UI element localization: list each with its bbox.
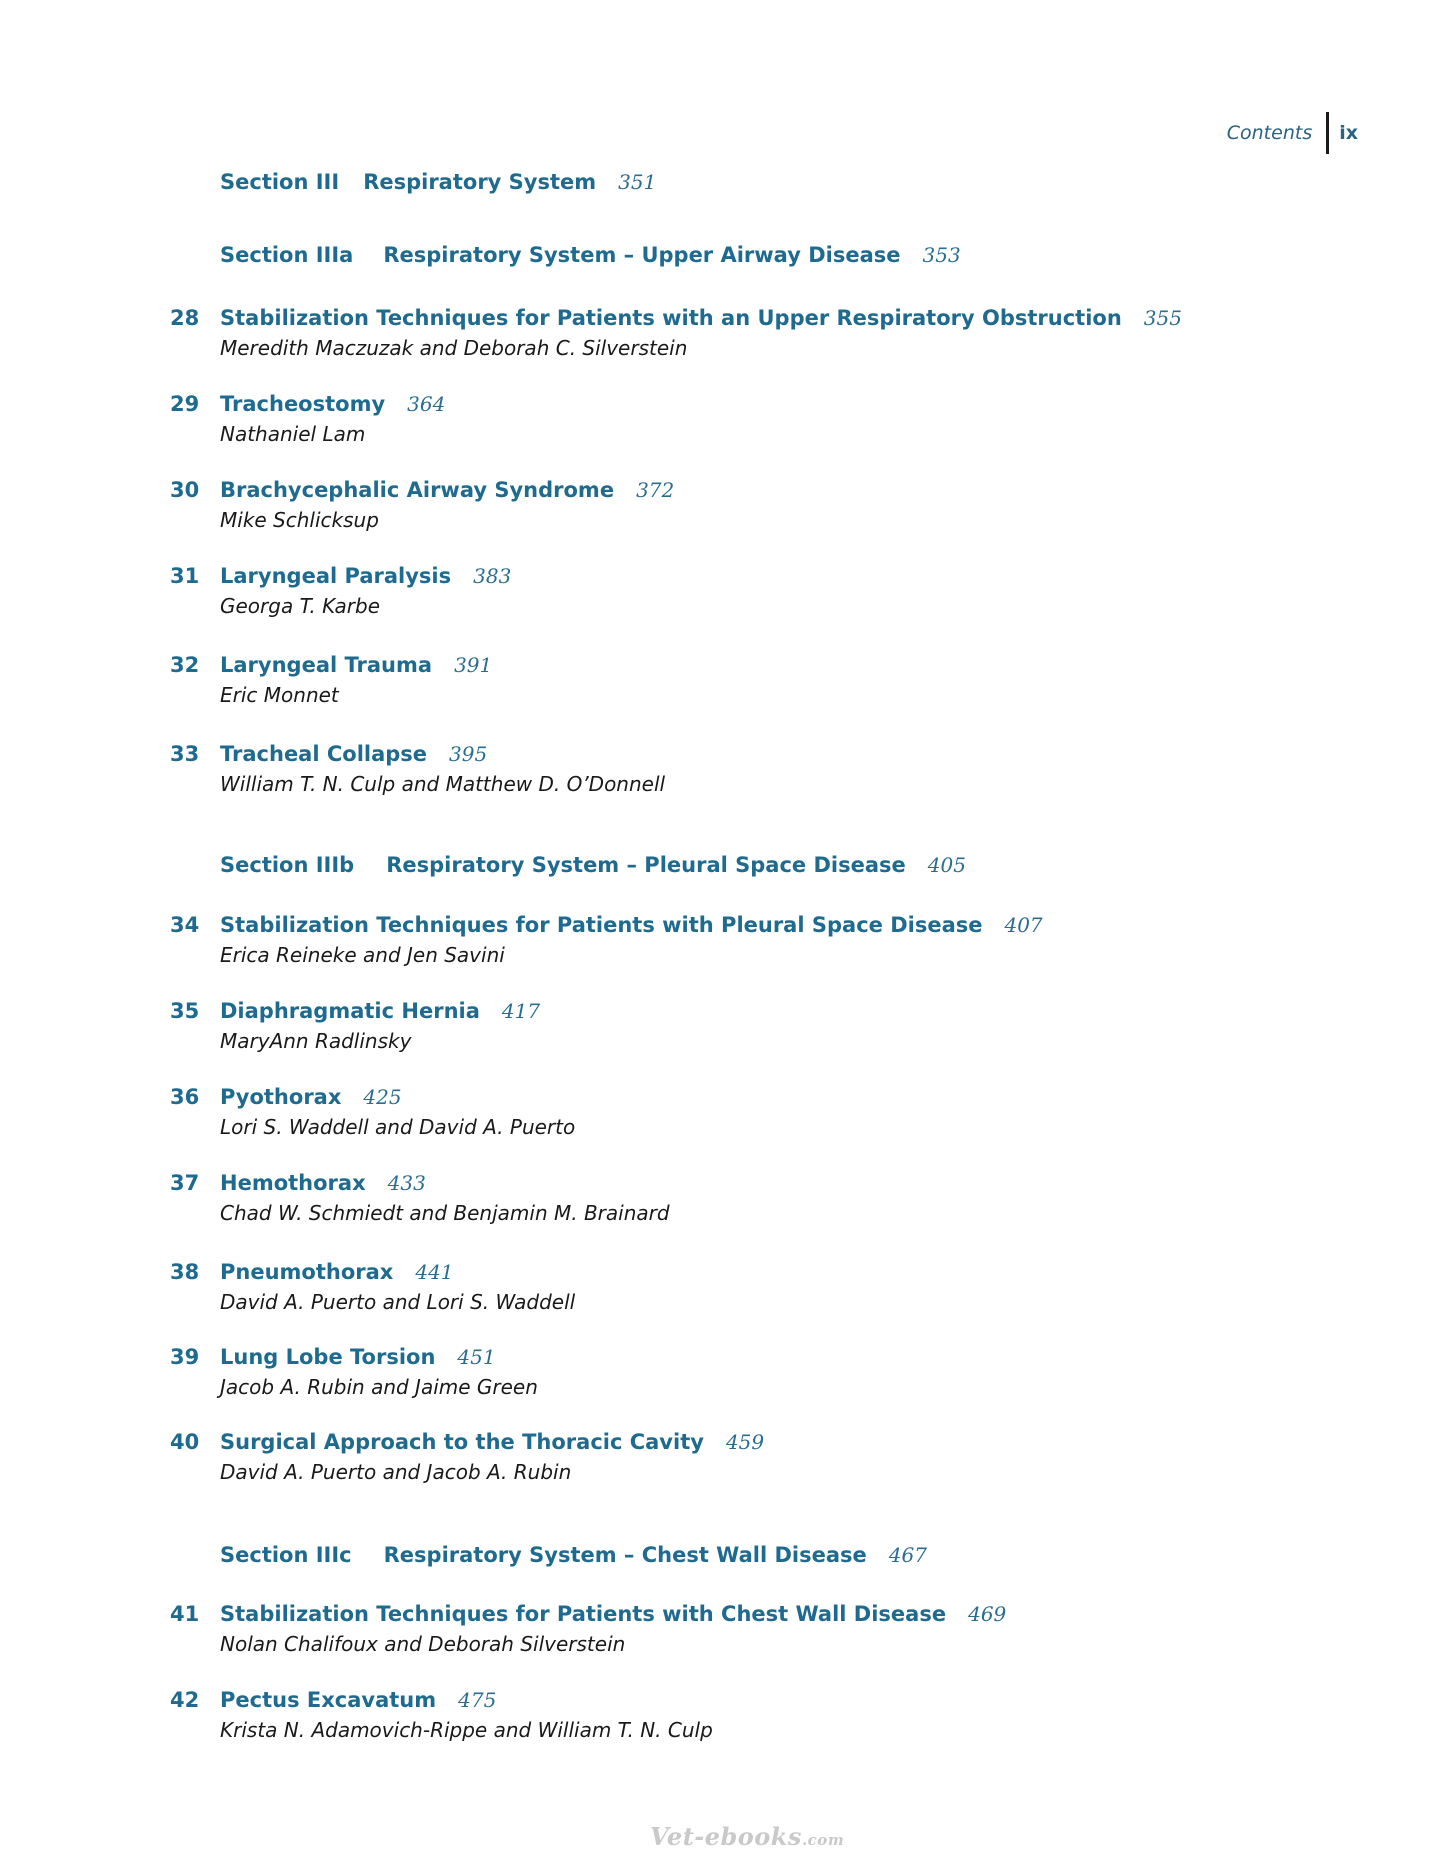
- chapter-title: Brachycephalic Airway Syndrome: [220, 478, 615, 502]
- section-page-number: 353: [922, 243, 961, 267]
- chapter-title: Pyothorax: [220, 1085, 342, 1109]
- chapter-authors: David A. Puerto and Lori S. Waddell: [220, 1290, 576, 1314]
- section-label: Section III: [220, 170, 340, 194]
- chapter-title: Laryngeal Trauma: [220, 653, 433, 677]
- section-page-number: 405: [927, 853, 966, 877]
- chapter-number: 28: [170, 306, 200, 330]
- chapter-title: Tracheal Collapse: [220, 742, 428, 766]
- chapter-heading: [170, 478, 1270, 502]
- toc-chapter[interactable]: [170, 913, 1270, 967]
- section-title: Respiratory System – Pleural Space Disease: [386, 853, 906, 877]
- toc-chapter[interactable]: [170, 1345, 1270, 1399]
- chapter-number: 29: [170, 392, 200, 416]
- chapter-authors: Eric Monnet: [220, 683, 339, 707]
- toc-chapter[interactable]: [170, 478, 1270, 532]
- section-title: Respiratory System – Upper Airway Disease: [383, 243, 901, 267]
- section-label: Section IIIc: [220, 1543, 352, 1567]
- chapter-authors: MaryAnn Radlinsky: [220, 1029, 412, 1053]
- chapter-number: 31: [170, 564, 200, 588]
- chapter-number: 41: [170, 1602, 200, 1626]
- chapter-title: Hemothorax: [220, 1171, 366, 1195]
- chapter-authors: William T. N. Culp and Matthew D. O’Donnell: [220, 772, 666, 796]
- section-title: Respiratory System – Chest Wall Disease: [383, 1543, 867, 1567]
- chapter-authors: Meredith Maczuzak and Deborah C. Silverstein: [220, 336, 688, 360]
- toc-chapter[interactable]: [170, 653, 1270, 707]
- chapter-page-number: 372: [636, 478, 675, 502]
- chapter-heading: [170, 1085, 1270, 1109]
- chapter-heading: [170, 392, 1270, 416]
- chapter-page-number: 391: [454, 653, 493, 677]
- chapter-heading: [170, 1602, 1270, 1626]
- chapter-title: Stabilization Techniques for Patients with Pleural Space Disease: [220, 913, 983, 937]
- chapter-heading: [170, 564, 1270, 588]
- toc-chapter[interactable]: [170, 1602, 1270, 1656]
- chapter-heading: [170, 1260, 1270, 1284]
- chapter-authors: Nathaniel Lam: [220, 422, 366, 446]
- toc-chapter[interactable]: [170, 564, 1270, 618]
- chapter-heading: [170, 742, 1270, 766]
- chapter-number: 35: [170, 999, 200, 1023]
- chapter-number: 33: [170, 742, 200, 766]
- running-header: [1227, 112, 1358, 154]
- chapter-page-number: 383: [473, 564, 512, 588]
- chapter-title: Pectus Excavatum: [220, 1688, 437, 1712]
- chapter-heading: [170, 1171, 1270, 1195]
- section-label: Section IIIa: [220, 243, 354, 267]
- chapter-title: Diaphragmatic Hernia: [220, 999, 480, 1023]
- chapter-title: Laryngeal Paralysis: [220, 564, 452, 588]
- chapter-number: 36: [170, 1085, 200, 1109]
- chapter-page-number: 433: [387, 1171, 426, 1195]
- chapter-authors: Chad W. Schmiedt and Benjamin M. Brainard: [220, 1201, 670, 1225]
- header-divider: [1326, 112, 1329, 154]
- chapter-title: Tracheostomy: [220, 392, 386, 416]
- chapter-page-number: 441: [415, 1260, 454, 1284]
- toc-chapter[interactable]: [170, 306, 1270, 360]
- chapter-authors: Georga T. Karbe: [220, 594, 381, 618]
- toc-chapter[interactable]: [170, 1171, 1270, 1225]
- chapter-authors: Nolan Chalifoux and Deborah Silverstein: [220, 1632, 626, 1656]
- chapter-page-number: 355: [1143, 306, 1182, 330]
- chapter-heading: [170, 913, 1270, 937]
- section-label: Section IIIb: [220, 853, 355, 877]
- toc-section[interactable]: [220, 1543, 927, 1567]
- chapter-title: Stabilization Techniques for Patients with an Upper Respiratory Obstruction: [220, 306, 1122, 330]
- chapter-title: Pneumothorax: [220, 1260, 394, 1284]
- chapter-number: 34: [170, 913, 200, 937]
- chapter-number: 40: [170, 1430, 200, 1454]
- chapter-page-number: 417: [501, 999, 541, 1023]
- chapter-heading: [170, 1345, 1270, 1369]
- running-header-label: Contents: [1226, 122, 1313, 144]
- chapter-authors: Mike Schlicksup: [220, 508, 379, 532]
- section-page-number: 351: [618, 170, 657, 194]
- chapter-number: 42: [170, 1688, 200, 1712]
- chapter-authors: Lori S. Waddell and David A. Puerto: [220, 1115, 576, 1139]
- chapter-heading: [170, 653, 1270, 677]
- chapter-heading: [170, 306, 1270, 330]
- toc-chapter[interactable]: [170, 1085, 1270, 1139]
- toc-section[interactable]: [220, 170, 656, 194]
- toc-section[interactable]: [220, 243, 961, 267]
- chapter-authors: David A. Puerto and Jacob A. Rubin: [220, 1460, 572, 1484]
- toc-section[interactable]: [220, 853, 966, 877]
- chapter-page-number: 425: [363, 1085, 402, 1109]
- chapter-page-number: 475: [458, 1688, 497, 1712]
- chapter-number: 37: [170, 1171, 200, 1195]
- chapter-title: Stabilization Techniques for Patients with Chest Wall Disease: [220, 1602, 947, 1626]
- chapter-page-number: 407: [1004, 913, 1043, 937]
- section-page-number: 467: [888, 1543, 927, 1567]
- chapter-authors: Krista N. Adamovich-Rippe and William T. N. Culp: [220, 1718, 713, 1742]
- chapter-title: Surgical Approach to the Thoracic Cavity: [220, 1430, 704, 1454]
- section-title: Respiratory System: [363, 170, 597, 194]
- chapter-page-number: 459: [725, 1430, 765, 1454]
- chapter-number: 39: [170, 1345, 200, 1369]
- chapter-heading: [170, 999, 1270, 1023]
- toc-chapter[interactable]: [170, 1688, 1270, 1742]
- chapter-authors: Jacob A. Rubin and Jaime Green: [220, 1375, 538, 1399]
- watermark-text: Vet-ebooks: [650, 1822, 802, 1851]
- chapter-page-number: 451: [457, 1345, 496, 1369]
- chapter-page-number: 395: [449, 742, 488, 766]
- toc-chapter[interactable]: [170, 1260, 1270, 1314]
- toc-chapter[interactable]: [170, 392, 1270, 446]
- chapter-title: Lung Lobe Torsion: [220, 1345, 436, 1369]
- chapter-heading: [170, 1430, 1270, 1454]
- chapter-heading: [170, 1688, 1270, 1712]
- chapter-page-number: 364: [407, 392, 446, 416]
- chapter-number: 30: [170, 478, 200, 502]
- running-header-page-number: ix: [1339, 122, 1358, 144]
- watermark-suffix: .com: [801, 1831, 845, 1849]
- chapter-number: 32: [170, 653, 200, 677]
- chapter-authors: Erica Reineke and Jen Savini: [220, 943, 505, 967]
- toc-chapter[interactable]: [170, 1430, 1270, 1484]
- toc-chapter[interactable]: [170, 999, 1270, 1053]
- chapter-number: 38: [170, 1260, 200, 1284]
- chapter-page-number: 469: [968, 1602, 1007, 1626]
- toc-chapter[interactable]: [170, 742, 1270, 796]
